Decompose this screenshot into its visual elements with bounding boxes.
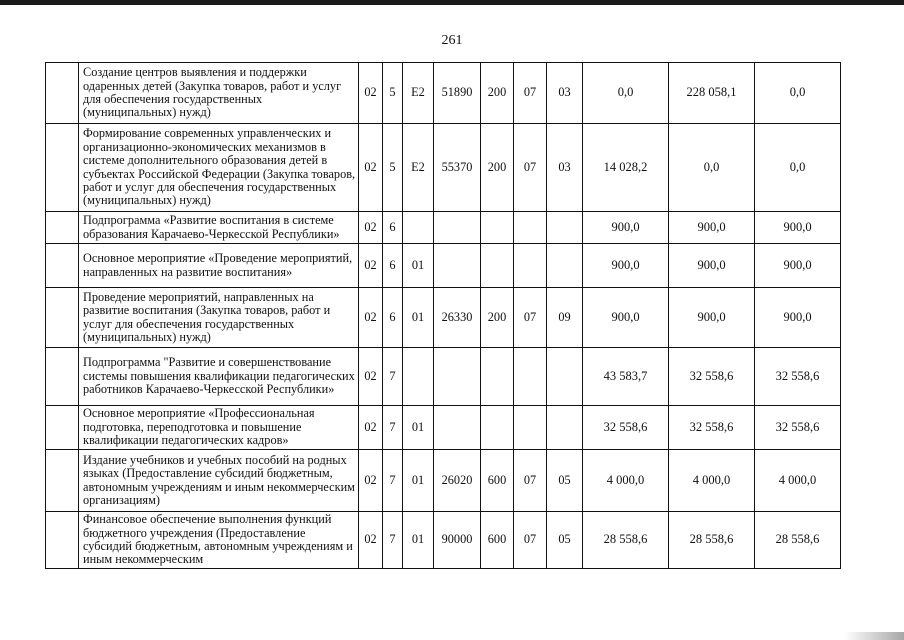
col-code-4 (434, 406, 481, 450)
col-code-5: 600 (481, 512, 514, 569)
col-code-2: 7 (383, 406, 403, 450)
amount-3: 32 558,6 (755, 348, 841, 406)
row-description: Создание центров выявления и поддержки одаренных детей (Закупка товаров, работ и услуг для обеспечения государственных (муниципальных) нужд) (79, 63, 359, 124)
amount-1: 14 028,2 (583, 124, 669, 212)
col-code-2: 6 (383, 212, 403, 244)
amount-2: 28 558,6 (669, 512, 755, 569)
col-code-2: 7 (383, 450, 403, 512)
amount-1: 4 000,0 (583, 450, 669, 512)
table-row (46, 212, 841, 244)
col-code-3: 01 (403, 512, 434, 569)
col-code-7: 03 (547, 124, 583, 212)
amount-3: 0,0 (755, 63, 841, 124)
col-code-2: 7 (383, 512, 403, 569)
col-code-4 (434, 348, 481, 406)
col-code-3 (403, 212, 434, 244)
col-code-6 (514, 244, 547, 288)
table-row (46, 348, 841, 406)
col-code-4: 26020 (434, 450, 481, 512)
amount-3: 4 000,0 (755, 450, 841, 512)
table-row (46, 244, 841, 288)
amount-2: 900,0 (669, 244, 755, 288)
table-row (46, 512, 841, 569)
col-code-1: 02 (359, 63, 383, 124)
col-code-7 (547, 348, 583, 406)
row-left-margin-cell (46, 212, 79, 244)
col-code-7: 05 (547, 450, 583, 512)
table-body (46, 63, 841, 569)
row-left-margin-cell (46, 63, 79, 124)
table-row (46, 288, 841, 348)
amount-3: 900,0 (755, 288, 841, 348)
col-code-6 (514, 212, 547, 244)
amount-1: 43 583,7 (583, 348, 669, 406)
page-number: 261 (441, 33, 463, 48)
amount-2: 32 558,6 (669, 348, 755, 406)
budget-table (45, 62, 841, 569)
row-description: Основное мероприятие «Проведение мероприятий, направленных на развитие воспитания» (79, 244, 359, 288)
col-code-3 (403, 348, 434, 406)
col-code-6: 07 (514, 288, 547, 348)
amount-2: 900,0 (669, 212, 755, 244)
col-code-1: 02 (359, 450, 383, 512)
table-row (46, 63, 841, 124)
amount-3: 0,0 (755, 124, 841, 212)
row-left-margin-cell (46, 244, 79, 288)
row-left-margin-cell (46, 450, 79, 512)
scan-edge-shadow (844, 632, 904, 640)
col-code-7: 09 (547, 288, 583, 348)
col-code-4: 90000 (434, 512, 481, 569)
amount-1: 28 558,6 (583, 512, 669, 569)
amount-1: 900,0 (583, 212, 669, 244)
col-code-1: 02 (359, 348, 383, 406)
row-left-margin-cell (46, 288, 79, 348)
col-code-5 (481, 406, 514, 450)
col-code-3: 01 (403, 406, 434, 450)
col-code-4 (434, 244, 481, 288)
amount-2: 228 058,1 (669, 63, 755, 124)
col-code-1: 02 (359, 212, 383, 244)
row-left-margin-cell (46, 348, 79, 406)
table-row (46, 450, 841, 512)
col-code-7 (547, 244, 583, 288)
amount-3: 900,0 (755, 212, 841, 244)
amount-3: 900,0 (755, 244, 841, 288)
amount-2: 0,0 (669, 124, 755, 212)
col-code-1: 02 (359, 288, 383, 348)
amount-1: 32 558,6 (583, 406, 669, 450)
amount-3: 28 558,6 (755, 512, 841, 569)
row-description: Финансовое обеспечение выполнения функций бюджетного учреждения (Предоставление субсидий бюджетным, автономным учреждениям и иным некоммерческим (79, 512, 359, 569)
col-code-1: 02 (359, 406, 383, 450)
col-code-6: 07 (514, 124, 547, 212)
col-code-6: 07 (514, 63, 547, 124)
col-code-5: 200 (481, 63, 514, 124)
row-left-margin-cell (46, 512, 79, 569)
amount-1: 0,0 (583, 63, 669, 124)
amount-1: 900,0 (583, 244, 669, 288)
row-description: Подпрограмма "Развитие и совершенствование системы повышения квалификации педагогических работников Карачаево-Черкесской Республики» (79, 348, 359, 406)
row-left-margin-cell (46, 406, 79, 450)
col-code-4 (434, 212, 481, 244)
col-code-7 (547, 406, 583, 450)
amount-2: 4 000,0 (669, 450, 755, 512)
table-row (46, 406, 841, 450)
col-code-1: 02 (359, 512, 383, 569)
col-code-6 (514, 406, 547, 450)
col-code-2: 5 (383, 124, 403, 212)
col-code-5: 600 (481, 450, 514, 512)
col-code-4: 26330 (434, 288, 481, 348)
row-description: Проведение мероприятий, направленных на развитие воспитания (Закупка товаров, работ и услуг для обеспечения государственных (муниципальных) нужд) (79, 288, 359, 348)
col-code-3: 01 (403, 450, 434, 512)
col-code-6: 07 (514, 512, 547, 569)
col-code-2: 6 (383, 288, 403, 348)
col-code-4: 51890 (434, 63, 481, 124)
col-code-5: 200 (481, 288, 514, 348)
col-code-6: 07 (514, 450, 547, 512)
amount-2: 900,0 (669, 288, 755, 348)
col-code-5 (481, 244, 514, 288)
col-code-5 (481, 212, 514, 244)
col-code-7: 05 (547, 512, 583, 569)
table-row (46, 124, 841, 212)
col-code-5 (481, 348, 514, 406)
col-code-2: 5 (383, 63, 403, 124)
col-code-2: 7 (383, 348, 403, 406)
row-description: Издание учебников и учебных пособий на родных языках (Предоставление субсидий бюджетным, автономным учреждениям и иным некоммерческим организациям) (79, 450, 359, 512)
col-code-7 (547, 212, 583, 244)
row-description: Основное мероприятие «Профессиональная подготовка, переподготовка и повышение квалификации педагогических кадров» (79, 406, 359, 450)
amount-3: 32 558,6 (755, 406, 841, 450)
col-code-1: 02 (359, 244, 383, 288)
col-code-3: 01 (403, 244, 434, 288)
amount-2: 32 558,6 (669, 406, 755, 450)
top-border (0, 0, 904, 5)
col-code-1: 02 (359, 124, 383, 212)
col-code-3: 01 (403, 288, 434, 348)
col-code-4: 55370 (434, 124, 481, 212)
col-code-2: 6 (383, 244, 403, 288)
col-code-3: E2 (403, 63, 434, 124)
col-code-6 (514, 348, 547, 406)
amount-1: 900,0 (583, 288, 669, 348)
col-code-7: 03 (547, 63, 583, 124)
row-description: Подпрограмма «Развитие воспитания в системе образования Карачаево-Черкесской Республики» (79, 212, 359, 244)
row-description: Формирование современных управленческих и организационно-экономических механизмов в системе дополнительного образования детей в субъектах Российской Федерации (Закупка товаров, работ и услуг для обеспечения государственных (муниципальных) нужд) (79, 124, 359, 212)
col-code-3: E2 (403, 124, 434, 212)
row-left-margin-cell (46, 124, 79, 212)
col-code-5: 200 (481, 124, 514, 212)
